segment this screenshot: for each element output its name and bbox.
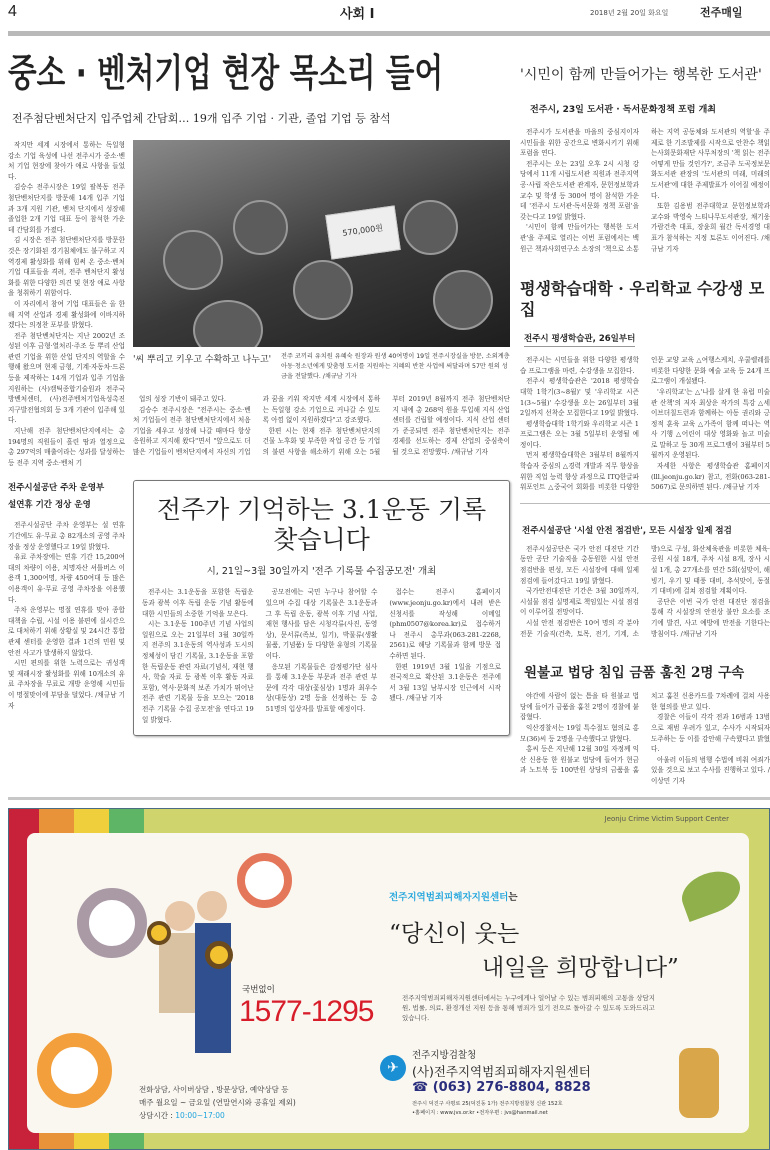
ad-address-block xyxy=(412,1100,563,1118)
ad-contact: •홈페이지 : www.jvs.or.kr •전자우편 : jvs@hanmail.net xyxy=(412,1109,548,1116)
main-article-body-left xyxy=(8,140,125,468)
edu-headline: 평생학습대학 · 우리학교 수강생 모집 xyxy=(520,279,765,320)
paragraph: 업의 성장 기반이 돼주고 있다. xyxy=(139,395,226,403)
children-with-sunflowers-illustration xyxy=(157,891,237,1061)
paragraph: 전주 첨단벤처단지는 지난 2002년 조성된 이후 금형·열처리·주조 등 뿌리 산업 관련 기업을 위한 산업 단지의 역할을 수행해 왔으며 현재 금형, 기계·자동차·드론 등을 제작하는 14개 기업과 입주 기업을 지원하는 (사)캠틱종합기술원과 전주국방벤처센터, (사)전주벤처기업육성촉진지구발전협의회 등 3개 기관이 입주해 있다. xyxy=(8,331,125,425)
safety-article-body xyxy=(520,544,770,639)
crime-victim-support-ad xyxy=(8,808,770,1150)
boxed-subheadline: 시, 21일~3월 30일까지 '전주 기록물 수집공모전' 개최 xyxy=(206,566,437,578)
ad-center-name: (사)전주지역범죄피해자지원센터 xyxy=(412,1063,591,1079)
service-hours-value: 10:00~17:00 xyxy=(175,1110,225,1120)
parking-article-body xyxy=(8,520,125,711)
ad-address: 전주시 덕진구 사평로 25(덕진동 1가) 전주지방검찰청 신관 152호 xyxy=(412,1100,563,1107)
boxed-article-body xyxy=(142,587,501,725)
decorative-circle xyxy=(237,853,292,908)
decorative-circle xyxy=(77,888,147,958)
paragraph: 전주시는 시민들을 위한 다양한 평생학습 프로그램을 마련, 수강생을 모집한다. xyxy=(520,356,639,375)
paragraph: 전주시는 3.1운동을 포함한 독립운동과 광복 이후 독립 운동 기념 활동에 대한 시민들의 소중한 기억을 모은다. xyxy=(142,588,254,618)
paragraph: 경찰은 이들이 각각 전과 16범과 13범으로 재범 우려가 있고, 수사가 시작되자 도주하는 등 이를 감안해 구속했다고 밝혔다. xyxy=(651,713,770,754)
paragraph: 전주시설공단은 국가 안전 대진단 기간 동안 공단 기술직을 총동원한 시설 안전 점검반을 편성, 모든 시설장에 대해 일제 점검에 들어갔다고 19일 밝혔다. xyxy=(520,544,639,585)
paragraph: 김승수 전주시장은 "전주시는 중소·벤처 기업들이 전주 첨단벤처단지에서 처음 기업을 세우고 성장해 나갈 때마다 항상 응원하고 지지해 왔다"면서 "앞으로도 더 많은 기업들이 벤처단지에서 자신의 기업과 꿈을 키워 작지만 세계 시장에서 통하는 독일형 강소 기업으로 커나갈 수 있도록 아낌 없이 지원하겠다"고 강조했다. xyxy=(133,395,381,456)
service-days: 매주 월요일 ~ 금요일 (연말연시와 공휴일 제외) xyxy=(139,1097,296,1107)
boxed-article xyxy=(133,480,510,736)
paragraph: 지난해 전주 첨단벤처단지에서는 총 194명의 직원들이 흘린 땀과 열정으로 총 297억의 매출이라는 성과를 달성하는 등 전주 지역 중소·벤처 기 xyxy=(8,427,125,467)
ad-service-info xyxy=(139,1083,296,1122)
ad-org-suffix: 는 xyxy=(508,891,518,903)
parking-headline xyxy=(8,480,125,514)
ad-divider xyxy=(8,797,770,800)
photo-quote: '씨 뿌리고 키우고 수확하고 나누고' xyxy=(133,355,272,365)
paragraph: 김 시장은 전주 첨단벤처단지를 방문한 것은 장기화된 경기침체에도 불구하고 지역경제 활성화를 위해 힘써 온 중소·벤처기업 대표들을 격려, 전주 벤처단지 활성화를 위한 다양한 의견 및 현장 애로 사항을 청취하기 위함이다. xyxy=(8,236,125,298)
photo-caption: 전주 코끼리 유치원 유혜숙 원장과 원생 40여명이 19일 전주시장실을 방문, 소외계층 아동·청소년에게 맞춤형 도서를 지원하는 지혜의 반찬 사업에 써달라며 57만 원의 성금을 전달했다. /채규남 기자 xyxy=(281,353,510,380)
paragraph: 평생학습대학 1학기와 우리학교 시즌 1 프로그램은 오는 3월 5일부터 운영될 예정이다. xyxy=(520,419,639,449)
main-headline: 중소 · 벤처기업 현장 목소리 들어 xyxy=(8,51,444,95)
decorative-circle xyxy=(37,1033,112,1108)
paragraph: 전주시 평생학습관은 '2018 평생학습대학 1학기(3~8월)' 및 '우리학교 시즌 1(3~5월)' 수강생을 오는 26일부터 3월 2일까지 선착순 모집한다고 19일 밝혔다. xyxy=(520,377,639,418)
paragraph: 공모전에는 국민 누구나 참여할 수 있으며 수집 대상 기록물은 3.1운동과 그 후 독립 운동, 광복 이후 기념 사업, 재현 행사를 담은 시청각류(사진, 동영상), 문서류(족보, 일기), 박물류(생활 물품, 기념품) 등 다양한 유형의 기록물이다. xyxy=(265,588,378,660)
paragraph: 먼저 평생학습대학은 3월부터 8월까지 학습자 중심의 △경력 개발과 직무 향상을 위한 직업 능력 향상 과정으로 ITQ한글파워포인트 △중국어 회화를 비롯한 다양한 인문 교양 교육 △여행스케치, 우쿨렐레를 비롯한 다양한 문화 예술 교육 등 24개 프로그램이 개설됐다. xyxy=(520,356,770,492)
ad-slogan-line2: 내일을 희망합니다” xyxy=(482,954,679,981)
donation-sign: 570,000원 xyxy=(325,205,401,259)
section-divider xyxy=(520,503,770,504)
paragraph: 전주시는 오는 23일 오후 2시 시청 강당에서 11개 시립도서관 직원과 전주지역 공·사립 작은도서관 관계자, 문헌정보학과 교수 및 학생 등 300여 명이 참석한 가운데 '전주시 도서관·독서문화 정책 포럼'을 갖는다고 19일 밝혔다. xyxy=(520,159,639,221)
parking-headline-line1: 전주시설공단 주차 운영부 xyxy=(8,483,105,494)
page-number: 4 xyxy=(8,3,17,20)
service-hours-label: 상담시간 : xyxy=(139,1110,176,1120)
edu-subheadline: 전주시 평생학습관, 26일부터 xyxy=(524,332,635,347)
page-content xyxy=(8,44,770,1150)
news-photo xyxy=(133,140,510,347)
paragraph: 야간에 사람이 없는 틈을 타 원불교 법당에 들어가 금품을 훔친 2명이 경찰에 붙잡혔다. xyxy=(520,692,639,722)
parking-headline-line2: 설연휴 기간 정상 운영 xyxy=(8,500,91,511)
ad-description: 전주지역범죄피해자지원센터에서는 누구에게나 일어날 수 있는 범죄피해의 고통을 상담지원, 법률, 의료, 환경개선 지원 등을 통해 범죄가 있기 전으로 돌아갈 수 있도록 도와드리고 있습니다. xyxy=(402,993,656,1022)
main-article xyxy=(8,44,510,736)
right-column xyxy=(520,44,770,787)
children-on-leaf-illustration xyxy=(679,1048,719,1118)
paragraph: 한편 시는 현재 전주 첨단벤처단지의 건물 노후화 및 부족한 작업 공간 등 기업의 불편 사항을 해소하기 위해 오는 5월부터 2019년 8월까지 전주 첨단벤처단지 내에 총 268억 원을 투입해 지식 산업 센터를 건립할 예정이다. 지식 산업 센터가 준공되면 전주 첨단벤처단지는 전주 경제를 선도하는 경제 산업의 중심축이 될 것으로 전망했다. /채규남 기자 xyxy=(262,395,510,456)
safety-headline: 전주시설공단 '시설 안전 점검반', 모든 시설장 일제 점검 xyxy=(522,525,732,536)
paragraph: 전주시가 도서관을 마을의 중심지이자 시민들을 위한 공간으로 변화시키기 위해 포럼을 연다. xyxy=(520,128,639,158)
paragraph: 한편 1919년 3월 1일을 기점으로 전국적으로 확산된 3.1운동은 전주에서 3월 13일 남부시장 인근에서 시작됐다. /채규남 기자 xyxy=(389,662,501,703)
paragraph: 김승수 전주시장은 19일 팔복동 전주 첨단벤처단지를 방문해 14개 입주 기업과 3개 지원 기관, 벤처 단지에서 성장해 졸업한 2개 기업 대표 등이 참석한 가운데 간담회를 가졌다. xyxy=(8,183,125,234)
paragraph: 유료 주차장에는 연휴 기간 15,200여 대의 차량이 이용, 치명자산 셔틀버스 이용객 1,300여명, 차량 450여대 등 많은 이용객이 유·무료 공영 주차장을 이용했다. xyxy=(8,553,125,604)
section-title: 사회 I xyxy=(340,7,375,22)
ad-slogan-line1: “당신이 웃는 xyxy=(389,920,520,947)
paragraph: 익산경찰서는 19일 특수절도 혐의로 홍모(36)씨 등 2명을 구속했다고 밝혔다. xyxy=(520,723,639,743)
edu-article-body xyxy=(520,355,770,493)
paragraph: 국가안전대진단 기간은 3월 30일까지, 시설물 점검 실명제로 책임있는 시설 점검이 이루어질 전망이다. xyxy=(520,587,639,617)
paragraph: 접수는 전주시 홈페이지(www.jeonju.go.kr)에서 내려 받은 신청서를 작성해 이메일(phm0507@korea.kr)로 접수하거나 전주시 총무과(063-281-2268, 2561)로 해당 기록물과 함께 방문 접수하면 된다. xyxy=(389,588,501,660)
library-subheadline: 전주시, 23일 도서관 · 독서문화정책 포럼 개최 xyxy=(530,105,716,115)
header-divider xyxy=(8,31,770,36)
paragraph: 주차 운영부는 명절 연휴를 맞아 종합 대책을 수립, 시설 이용 불편에 실시간으로 대처하기 위해 상황실 및 24시간 통합 관제 센터를 운영한 결과 1건의 민원 및 안전 사고가 발생하지 않았다. xyxy=(8,606,125,657)
main-article-body-lower xyxy=(133,394,510,458)
ad-org-name: 전주지역범죄피해자지원센터 xyxy=(389,891,509,903)
won-headline: 원불교 법당 침입 금품 훔친 2명 구속 xyxy=(524,665,745,682)
paragraph: 홍씨 등은 지난해 12월 30일 자정께 익산 신용동 한 원불교 법당에 들어가 현금과 노트북 등 100만원 상당의 금품을 훔치고 훔친 신용카드를 7차례에 걸쳐 사용한 혐의를 받고 있다. xyxy=(520,692,770,775)
paragraph: 공단은 이번 국가 안전 대진단 점검을 통해 각 시설장의 안전상 불안 요소를 조기에 발견, 사고 예방에 만전을 기한다는 방침이다. /채규남 기자 xyxy=(651,597,770,638)
paragraph: 아울러 이들의 범행 수법에 비춰 여죄가 있을 것으로 보고 수사를 진행하고 있다. /이상민 기자 xyxy=(651,755,770,785)
service-hours xyxy=(139,1109,296,1122)
ad-agency: 전주지방검찰청 xyxy=(412,1049,477,1061)
issue-date: 2018년 2월 20일 화요일 xyxy=(590,9,669,17)
hotline-label: 국번없이 xyxy=(242,984,275,995)
paragraph: 또한 김용범 전주대학교 문헌정보학과 교수와 박영숙 느티나무도서관장, 채기웅 가람건축 대표, 장윤희 월간 독서경영 대표가 참석하는 지정 토론도 이어진다. /채규남 기자 xyxy=(651,202,770,253)
library-article-body xyxy=(520,127,770,254)
parking-article xyxy=(8,480,125,711)
boxed-headline: 전주가 기억하는 3.1운동 기록 찾습니다 xyxy=(156,495,487,555)
paragraph: 이 자리에서 참여 기업 대표들은 올 한해 지역 산업과 경제 활성화에 이바지하겠다는 의정찬 포부를 밝혔다. xyxy=(8,299,125,330)
paragraph: 시는 3.1운동 100주년 기념 사업의 일원으로 오는 21일부터 3월 30일까지 전주의 3.1운동의 역사성과 도시의 정체성이 담긴 기록물, 3.1운동을 포함한 독립운동 관련 자료(기념식, 재현 행사, 학술 자료 등 광복 이후 활동 자료 포함), 역사·문화적 보존 가치가 뛰어난 전주 관련 기록물 등을 모으는 '2018 전주 기록물 수집 공모전'을 연다고 19일 밝혔다. xyxy=(142,620,254,724)
paragraph: 전주시설공단 주차 운영부는 설 연휴 기간에도 유·무료 총 82개소의 공영 주차장을 정상 운영했다고 19일 밝혔다. xyxy=(8,521,125,551)
prosecution-dove-logo-icon: ✈ xyxy=(380,1055,406,1081)
ad-telephone: ☎ (063) 276-8804, 8828 xyxy=(412,1079,591,1095)
paragraph: 자세한 사항은 평생학습관 홈페이지(lll.jeonju.go.kr) 참고, 전화(063-281-5067)로 문의하면 된다. /채규남 기자 xyxy=(651,462,770,492)
paragraph: 응모된 기록물들은 감정평가단 심사를 통해 3.1운동 부문과 전주 관련 부문에 각각 대상(꽃심상) 1명과 최우수상(대동상) 2명 등을 선정하는 등 총 51명의 입상자를 발표할 예정이다. xyxy=(265,662,378,713)
won-article-body xyxy=(520,691,770,786)
paragraph: '우리학교'는 △'나를 살게 한 유럽 미술관 산책'의 저자 최상운 작가의 특강 △세이브더칠드런과 함께하는 아동 권리와 긍정적 훈육 교육 △가족이 함께 떠나는 역사 기행 △어린이 대상 영화와 놀고 미술로 말하고 등 30개 프로그램이 3월부터 5월까지 운영된다. xyxy=(651,387,770,460)
newspaper-name: 전주매일 xyxy=(700,6,743,19)
hotline-number: 1577-1295 xyxy=(239,994,374,1028)
ad-english-title: Jeonju Crime Victim Support Center xyxy=(604,814,729,823)
leaf-illustration xyxy=(676,863,746,921)
library-headline: '시민이 함께 만들어가는 행복한 도서관' xyxy=(520,67,762,83)
paragraph: 시설 안전 점검반은 10여 명의 각 분야 전문 기술직(건축, 토목, 전기, 기계, 소방)으로 구성, 화산체육관을 비롯한 체육·공원 시설 18개, 주차 시설 8개, 장사 시설 1개, 총 27개소를 연간 5회(설맞이, 해빙기, 우기 및 태풍 대비, 추석맞이, 동절기 대비)에 걸쳐 점검할 계획이다. xyxy=(520,544,770,638)
ad-org-intro xyxy=(389,889,518,903)
paragraph: '시민이 함께 만들어가는 행복한 도서관'을 주제로 열리는 이번 포럼에서는 백원근 책과사회연구소 소장의 '책으로 소통하는 지역 공동체와 도서관의 역할'을 주제로 한 기조발제를 시작으로 안찬수 책읽는사회문화재단 사무처장의 '책 읽는 전주 어떻게 만들 것인가?', 조금주 도곡정보문화도서관 관장의 '도서관의 미래, 미래의 도서관'에 대한 주제발표가 이어질 예정이다. xyxy=(520,128,770,253)
ad-panel xyxy=(27,833,749,1133)
service-types: 전화상담, 사이버상담 , 방문상담, 예약상담 등 xyxy=(139,1084,289,1094)
main-subheadline: 전주첨단벤처단지 입주업체 간담회… 19개 입주 기업 · 기관, 졸업 기업 등 참석 xyxy=(12,112,391,125)
paragraph: 작지만 세계 시장에서 통하는 독일형 강소 기업 육성에 나선 전주시가 중소·벤처 기업 현장에 찾아가 애로 사항을 들었다. xyxy=(8,141,125,181)
paragraph: 시민 편의를 위한 노력으로는 귀성객 및 재래시장 활성화를 위해 10개소의 유료 주차장을 무료로 개방 운영해 시민들이 명절맞이에 부담을 덜었다. /채규남 기자 xyxy=(8,659,125,710)
